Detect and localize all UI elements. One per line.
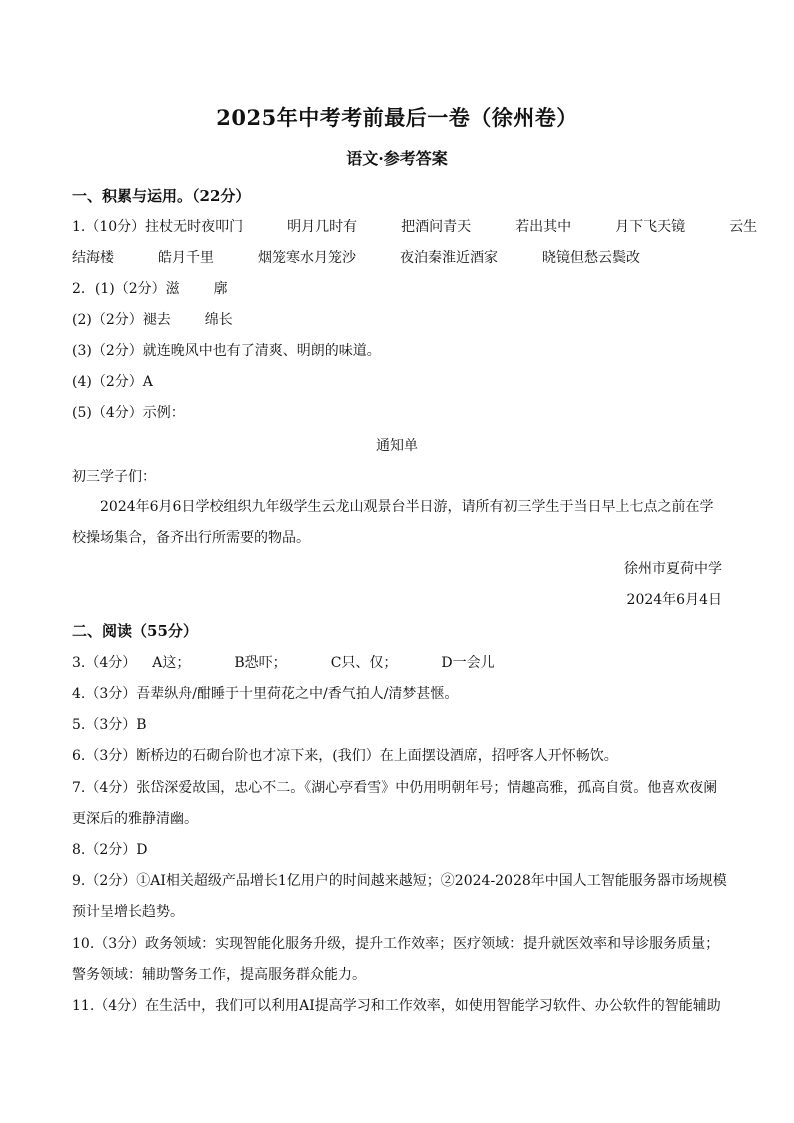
- q2-part-2-b: 绵长: [204, 312, 233, 328]
- q5-line: 5.（3分）B: [72, 717, 147, 733]
- q10-line-1: 10.（3分）政务领域：实现智能化服务升级，提升工作效率；医疗领域：提升就医效率和导诊服务质量；: [72, 936, 720, 952]
- notice-title: 通知单: [376, 438, 418, 454]
- notice-signer: 徐州市夏荷中学: [624, 561, 722, 577]
- q1-answer: 拄杖无时夜叩门: [145, 219, 244, 235]
- q2-part-3: (3)（2分）就连晚风中也有了清爽、明朗的味道。: [72, 343, 381, 359]
- q8-line: 8.（2分）D: [72, 842, 148, 858]
- q6-line: 6.（3分）断桥边的石砌台阶也才凉下来，(我们）在上面摆设酒席，招呼客人开怀畅饮。: [72, 748, 618, 764]
- q1-prefix: 1.（10分）: [72, 219, 146, 235]
- q1-answer: 明月几时有: [287, 219, 358, 235]
- q2-part-1: [72, 279, 724, 299]
- q2-part-2: [72, 310, 724, 330]
- q3-line: [72, 653, 724, 673]
- section-heading-2: 二、阅读（55分）: [72, 622, 198, 640]
- q1-line-1: [72, 217, 758, 237]
- q3-option-d: D一会儿: [441, 655, 495, 671]
- page-title: 2025年中考考前最后一卷（徐州卷）: [216, 105, 578, 130]
- q1-answer: 云生: [729, 219, 758, 235]
- section-heading-1: 一、积累与运用。（22分）: [72, 187, 251, 205]
- q1-answer: 把酒问青天: [401, 219, 472, 235]
- notice-date: 2024年6月4日: [626, 592, 722, 608]
- q1-answer: 皓月千里: [158, 250, 214, 266]
- page-subtitle: 语文·参考答案: [346, 149, 448, 168]
- q3-option-b: B恐吓；: [234, 655, 287, 671]
- q7-line-1: 7.（4分）张岱深爱故国，忠心不二。《湖心亭看雪》中仍用明朝年号；情趣高雅，孤高自赏。他喜欢夜阑: [72, 780, 718, 796]
- q9-line-1: 9.（2分）①AI相关超级产品增长1亿用户的时间越来越短；②2024-2028年中国人工智能服务器市场规模: [72, 873, 727, 889]
- q2-part-1-a: 2．(1)（2分）滋: [72, 281, 180, 297]
- q7-line-2: 更深后的雅静清幽。: [72, 811, 198, 827]
- q1-answer: 晓镜但愁云鬓改: [542, 250, 640, 266]
- q3-option-c: C只、仅；: [330, 655, 398, 671]
- q2-part-5: (5)（4分）示例：: [72, 405, 185, 421]
- q1-answer: 若出其中: [515, 219, 572, 235]
- q1-answer: 夜泊秦淮近酒家: [400, 250, 498, 266]
- q2-part-2-a: (2)（2分）褪去: [72, 312, 171, 328]
- q3-option-a: A这；: [152, 655, 191, 671]
- q9-line-2: 预计呈增长趋势。: [72, 904, 184, 920]
- q3-prefix: 3.（4分）: [72, 655, 137, 671]
- notice-salutation: 初三学子们：: [72, 469, 156, 485]
- q2-part-4: (4)（2分）A: [72, 374, 153, 390]
- q10-line-2: 警务领域：辅助警务工作，提高服务群众能力。: [72, 967, 366, 983]
- q11-line-1: 11.（4分）在生活中，我们可以利用AI提高学习和工作效率，如使用智能学习软件、办公软件的智能辅助: [72, 998, 721, 1014]
- notice-body-line-1: 2024年6月6日学校组织九年级学生云龙山观景台半日游，请所有初三学生于当日早上七点之前在学: [100, 499, 714, 515]
- q1-answer: 烟笼寒水月笼沙: [258, 250, 356, 266]
- q1-answer: 结海楼: [72, 250, 114, 266]
- q1-line-2: [72, 248, 724, 268]
- q1-answer: 月下飞天镜: [615, 219, 686, 235]
- notice-body-line-2: 校操场集合，备齐出行所需要的物品。: [72, 530, 310, 546]
- q2-part-1-b: 廓: [213, 281, 228, 297]
- q4-line: 4.（3分）吾辈纵舟/酣睡于十里荷花之中/香气拍人/清梦甚惬。: [72, 686, 459, 702]
